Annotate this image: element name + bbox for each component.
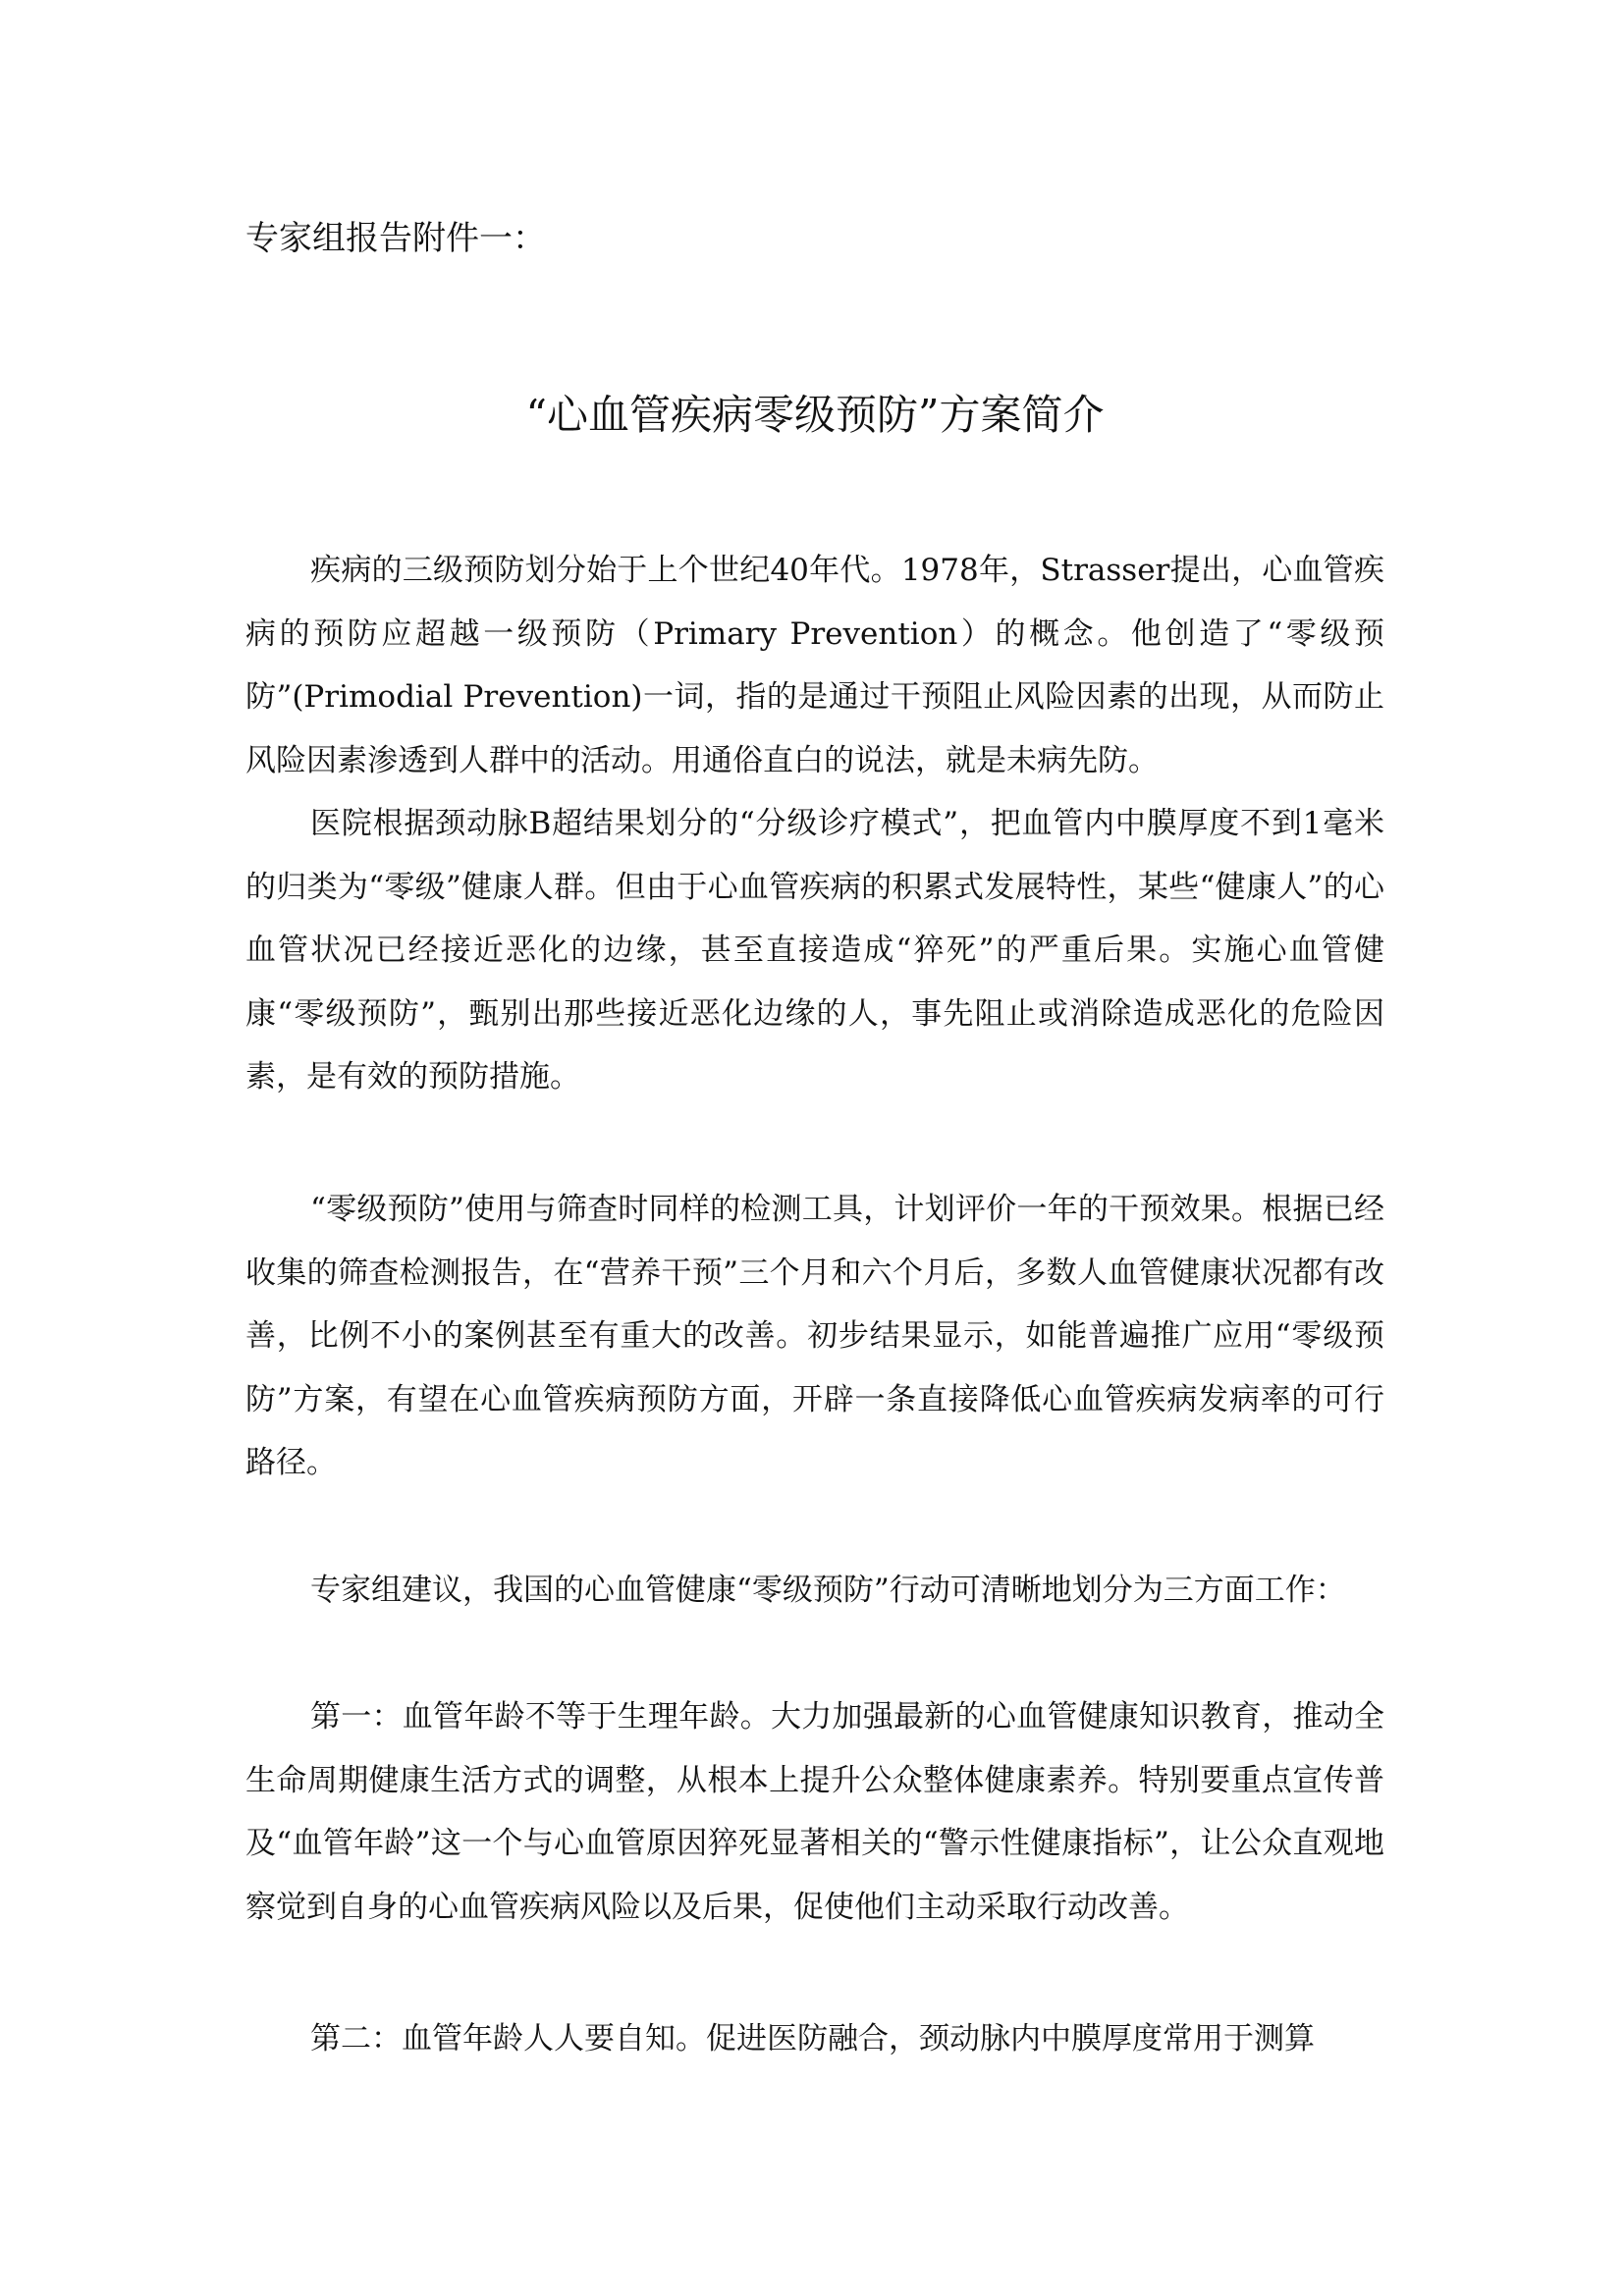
paragraph-point-two: 第二：血管年龄人人要自知。促进医防融合，颈动脉内中膜厚度常用于测算: [310, 2021, 1315, 2056]
paragraph-results: “零级预防”使用与筛查时同样的检测工具，计划评价一年的干预效果。根据已经收集的筛查检测报告，在“营养干预”三个月和六个月后，多数人血管健康状况都有改善，比例不小的案例甚至有重大的改善。初步结果显示，如能普遍推广应用“零级预防”方案，有望在心血管疾病预防方面，开辟一条直接降低心血管疾病发病率的可行路径。: [245, 1192, 1384, 1480]
paragraph-history: 疾病的三级预防划分始于上个世纪40年代。1978年，Strasser提出，心血管疾病的预防应超越一级预防（Primary Prevention）的概念。他创造了“零级预防”(Primodial Prevention)一词，指的是通过干预阻止风险因素的出现，从而防止风险因素渗透到人群中的活动。用通俗直白的说法，就是未病先防。: [245, 553, 1384, 778]
paragraph-point-one: 第一：血管年龄不等于生理年龄。大力加强最新的心血管健康知识教育，推动全生命周期健康生活方式的调整，从根本上提升公众整体健康素养。特别要重点宣传普及“血管年龄”这一个与心血管原因猝死显著相关的“警示性健康指标”，让公众直观地察觉到自身的心血管疾病风险以及后果，促使他们主动采取行动改善。: [245, 1699, 1384, 1925]
attachment-heading: 专家组报告附件一：: [245, 219, 546, 258]
paragraph-classification: 医院根据颈动脉B超结果划分的“分级诊疗模式”，把血管内中膜厚度不到1毫米的归类为“零级”健康人群。但由于心血管疾病的积累式发展特性，某些“健康人”的心血管状况已经接近恶化的边缘，甚至直接造成“猝死”的严重后果。实施心血管健康“零级预防”，甄别出那些接近恶化边缘的人，事先阻止或消除造成恶化的危险因素，是有效的预防措施。: [245, 806, 1384, 1095]
document-title: “心血管疾病零级预防”方案简介: [525, 391, 1105, 439]
paragraph-recommendation: 专家组建议，我国的心血管健康“零级预防”行动可清晰地划分为三方面工作：: [310, 1573, 1346, 1608]
